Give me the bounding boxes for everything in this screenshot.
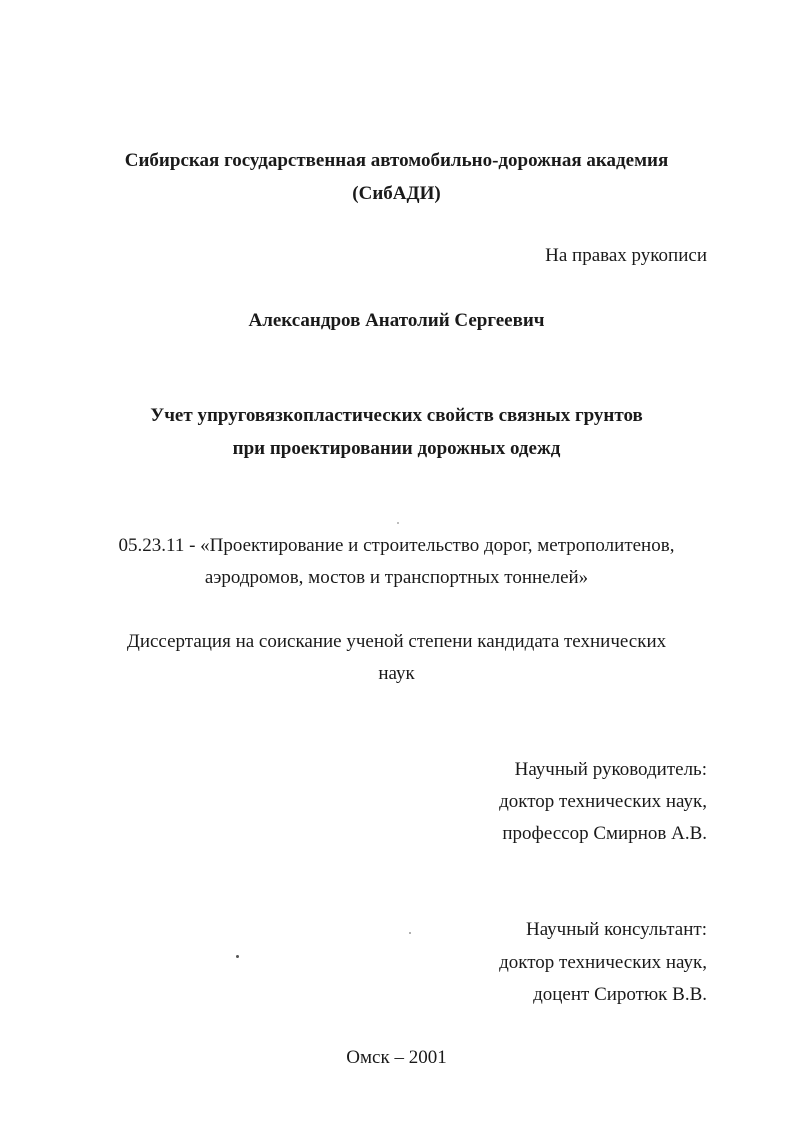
place-year: Омск – 2001: [346, 1047, 447, 1068]
dissertation-line-1: Диссертация на соискание ученой степени кандидата технических: [126, 631, 667, 652]
manuscript-note: На правах рукописи: [545, 245, 707, 266]
consultant-name: доцент Сиротюк В.В.: [533, 984, 707, 1005]
scan-speck: [409, 932, 411, 934]
thesis-title-line-2: при проектировании дорожных одежд: [232, 438, 561, 459]
author-name: Александров Анатолий Сергеевич: [248, 310, 545, 331]
scan-speck: [236, 955, 239, 958]
consultant-degree: доктор технических наук,: [499, 952, 707, 973]
consultant-role: Научный консультант:: [525, 919, 707, 940]
institution-name: Сибирская государственная автомобильно-дорожная академия: [124, 150, 669, 171]
specialty-line-2: аэродромов, мостов и транспортных тоннелей»: [204, 567, 589, 588]
supervisor-role: Научный руководитель:: [514, 759, 707, 780]
dissertation-line-2: наук: [378, 663, 415, 684]
supervisor-name: профессор Смирнов А.В.: [502, 823, 707, 844]
supervisor-degree: доктор технических наук,: [499, 791, 707, 812]
thesis-title-line-1: Учет упруговязкопластических свойств связных грунтов: [150, 405, 643, 426]
institution-abbr: (СибАДИ): [352, 183, 441, 204]
scan-speck: [397, 522, 399, 524]
specialty-line-1: 05.23.11 - «Проектирование и строительство дорог, метрополитенов,: [118, 535, 675, 556]
